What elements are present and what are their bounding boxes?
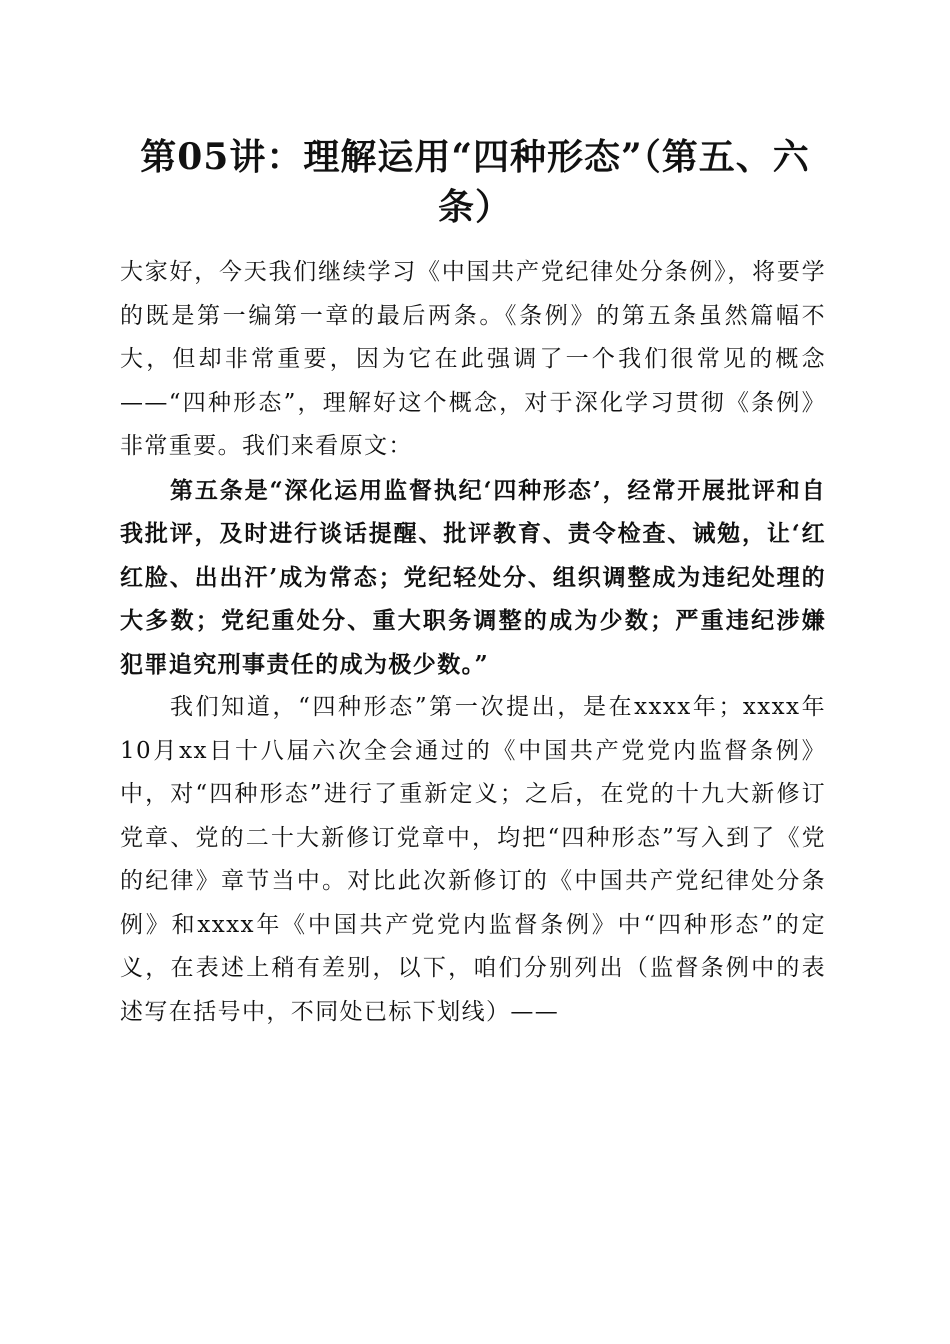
history-paragraph: 我们知道，“四种形态”第一次提出，是在xxxx年；xxxx年10月xx日十八届六次全会通过的《中国共产党党内监督条例》中，对“四种形态”进行了重新定义；之后，在党的十九大新修订党章、党的二十大新修订党章中，均把“四种形态”写入到了《党的纪律》章节当中。对比此次新修订的《中国共产党纪律处分条例》和xxxx年《中国共产党党内监督条例》中“四种形态”的定义，在表述上稍有差别，以下，咱们分别列出（监督条例中的表述写在括号中，不同处已标下划线）—— (120, 694, 826, 1025)
document-title: 第05讲：理解运用“四种形态”（第五、六条） (140, 136, 810, 228)
article-five-quote: 第五条是“深化运用监督执纪‘四种形态’，经常开展批评和自我批评，及时进行谈话提醒、批评教育、责令检查、诫勉，让‘红红脸、出出汗’成为常态；党纪轻处分、组织调整成为违纪处理的大多数；党纪重处分、重大职务调整的成为少数；严重违纪涉嫌犯罪追究刑事责任的成为极少数。” (120, 476, 826, 678)
intro-paragraph: 大家好，今天我们继续学习《中国共产党纪律处分条例》，将要学的既是第一编第一章的最后两条。《条例》的第五条虽然篇幅不大，但却非常重要，因为它在此强调了一个我们很常见的概念——“四种形态”，理解好这个概念，对于深化学习贯彻《条例》非常重要。我们来看原文： (120, 259, 826, 459)
document-body (120, 251, 826, 1034)
